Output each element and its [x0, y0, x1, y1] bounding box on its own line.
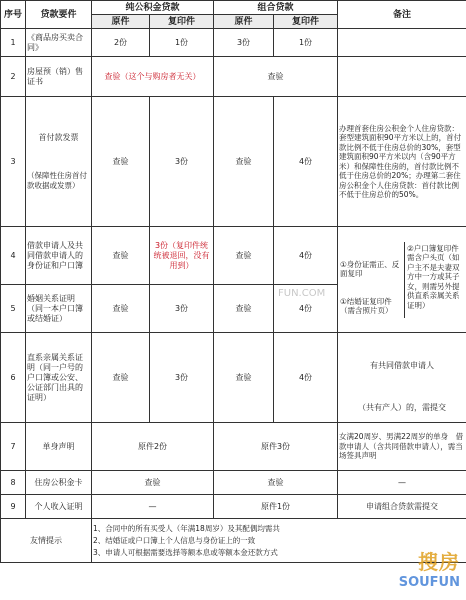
row-remark-cell — [338, 333, 466, 423]
combo-copy: 4份 — [274, 97, 338, 227]
row-seq: 4 — [1, 227, 26, 285]
header-seq: 序号 — [1, 1, 26, 29]
combo-original: 查验 — [214, 97, 274, 227]
row-remark: — — [338, 471, 466, 495]
table-row — [1, 227, 466, 285]
header-combo: 组合贷款 — [214, 1, 338, 15]
pure-merged: 原件2份 — [92, 423, 214, 471]
combo-merged: 原件1份 — [214, 495, 338, 519]
remark-id-note: ①身份证需正、反面复印 — [340, 259, 400, 278]
pure-copy: 1份 — [150, 29, 214, 57]
row-doc: 借款申请人及共同借款申请人的身份证和户口簿 — [26, 227, 92, 285]
header-pure-original: 原件 — [92, 15, 150, 29]
header-pure-copy: 复印件 — [150, 15, 214, 29]
row-doc: 首付款发票 — [38, 133, 79, 142]
table-row — [1, 97, 466, 227]
combo-original: 查验 — [214, 227, 274, 285]
row-seq: 8 — [1, 471, 26, 495]
row-remark: 女满20周岁、男满22周岁的单身 借款申请人（含共同借款申请人），需当场签具声明 — [338, 423, 466, 471]
row-remark: 办理首套住房公积金个人住房贷款：套型建筑面积90平方米以上的，首付款比例不低于住房总价的30%，套型建筑面积90平方米以内（含90平方米）和保障性住房的，首付款比例不低于住房总价的20%；办理第二套住房公积金个人住房贷款：首付款比例不低于住房总价的50%。 — [338, 97, 466, 227]
row-doc-note: （保障性住房首付款收据或发票） — [27, 171, 87, 190]
combo-copy: 4份 — [274, 285, 338, 333]
row-doc: 单身声明 — [26, 423, 92, 471]
row-seq: 9 — [1, 495, 26, 519]
table-row — [1, 471, 466, 495]
row-remark: 有共同借款申请人 — [370, 360, 435, 370]
row-doc-cell — [26, 97, 92, 227]
row-doc: 直系亲属关系证明（同一户号的户口簿或公安、公证部门出具的证明） — [26, 333, 92, 423]
pure-original: 2份 — [92, 29, 150, 57]
pure-original: 查验 — [92, 333, 150, 423]
tip-item: 3、申请人可根据需要选择等额本息或等额本金还款方式 — [93, 547, 278, 557]
row-seq: 2 — [1, 57, 26, 97]
row-seq: 1 — [1, 29, 26, 57]
watermark-text: FUN.COM — [278, 288, 326, 299]
tip-item: 2、结婚证或户口簿上个人信息与身份证上的一致 — [93, 535, 256, 545]
header-combo-copy: 复印件 — [274, 15, 338, 29]
table-row — [1, 423, 466, 471]
row-doc: 个人收入证明 — [26, 495, 92, 519]
combo-original: 查验 — [214, 285, 274, 333]
header-pure-fund: 纯公积金贷款 — [92, 1, 214, 15]
row-doc: 房屋预（销）售证书 — [26, 57, 92, 97]
remark-left — [338, 242, 405, 318]
table-row — [1, 29, 466, 57]
pure-original: 查验 — [92, 97, 150, 227]
combo-copy: 4份 — [274, 333, 338, 423]
header-remark: 备注 — [338, 1, 466, 29]
row-doc: 婚姻关系证明（同一本户口簿或结婚证） — [26, 285, 92, 333]
row-remark — [338, 29, 466, 57]
pure-original: 查验 — [92, 285, 150, 333]
pure-copy: 3份 — [150, 285, 214, 333]
table-row — [1, 333, 466, 423]
row-remark: 申请组合贷款需提交 — [338, 495, 466, 519]
remark-marriage-note: ①结婚证复印件（需含照片页） — [340, 296, 393, 315]
header-combo-original: 原件 — [214, 15, 274, 29]
pure-copy: 3份 — [150, 97, 214, 227]
table-row — [1, 57, 466, 97]
pure-original: 查验 — [92, 227, 150, 285]
combo-copy: 1份 — [274, 29, 338, 57]
logo-cn: 搜房 — [418, 550, 460, 574]
table-row — [1, 495, 466, 519]
pure-original-note: 查验（这个与购房者无关） — [92, 57, 214, 97]
row-doc: 《商品房买卖合同》 — [26, 29, 92, 57]
combo-original: 查验 — [214, 333, 274, 423]
row-doc: 住房公积金卡 — [26, 471, 92, 495]
combo-original: 查验 — [214, 57, 338, 97]
combo-copy: 4份 — [274, 227, 338, 285]
row-seq: 3 — [1, 97, 26, 227]
combo-merged: 查验 — [214, 471, 338, 495]
tips-list — [92, 519, 466, 563]
tips-row — [1, 519, 466, 563]
row-remark-2: （共有产人）的，需提交 — [358, 402, 447, 412]
tip-item: 1、合同中的所有买受人（年满18周岁）及其配偶均需共 — [93, 523, 280, 533]
row-seq: 7 — [1, 423, 26, 471]
pure-copy: 3份 — [150, 333, 214, 423]
pure-copy-note: 3份（复印件统统被退回，没有用到） — [150, 227, 214, 285]
remark-hukou-note: ②户口簿复印件需含户头页（如户主不是夫妻双方中一方或其子女，则需另外提供直系亲属关系证明） — [407, 243, 460, 310]
header-docs: 贷款要件 — [26, 1, 92, 29]
tips-label: 友情提示 — [1, 519, 92, 563]
row-seq: 6 — [1, 333, 26, 423]
pure-merged: — — [92, 495, 214, 519]
row-remark — [338, 57, 466, 97]
combo-merged: 原件3份 — [214, 423, 338, 471]
row-remark-split — [338, 227, 466, 333]
row-seq: 5 — [1, 285, 26, 333]
logo-en: SOUFUN — [398, 575, 460, 590]
pure-merged: 查验 — [92, 471, 214, 495]
combo-original: 3份 — [214, 29, 274, 57]
